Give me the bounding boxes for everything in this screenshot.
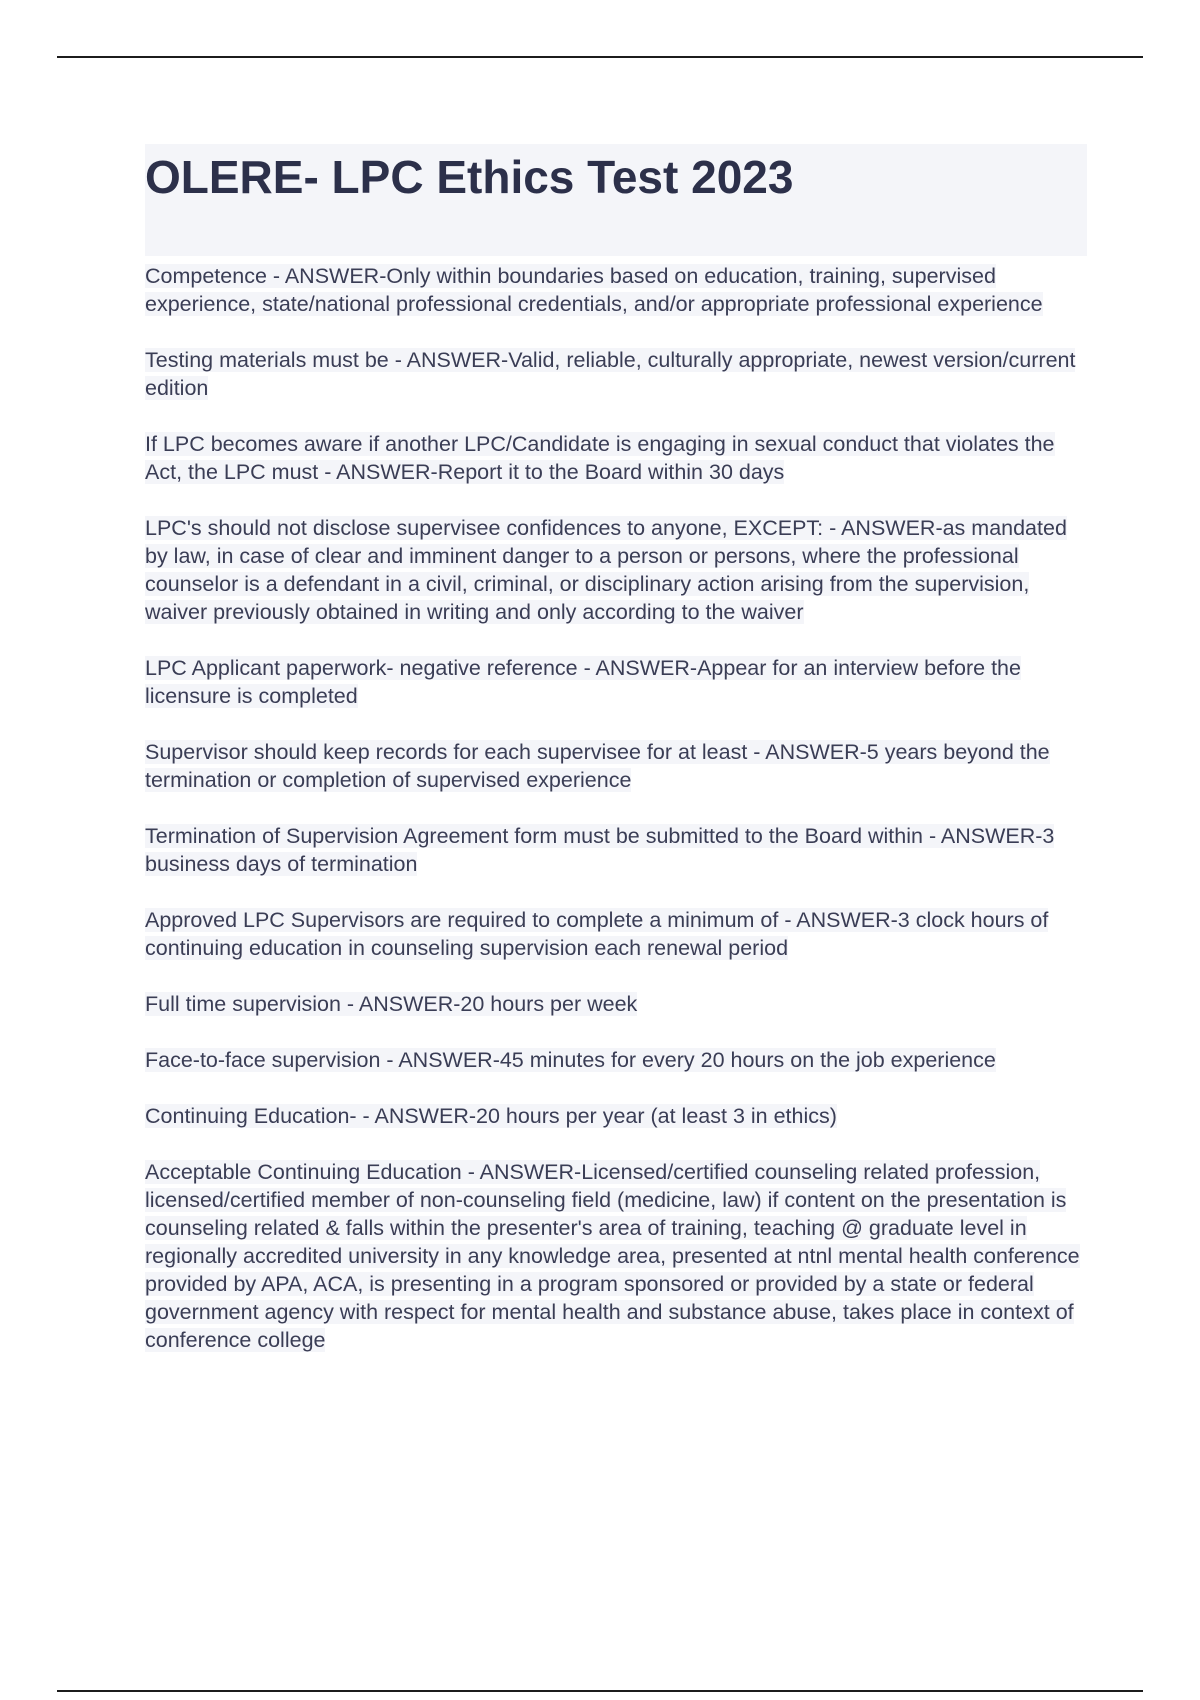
qa-entry bbox=[145, 906, 1087, 962]
qa-entry-text: Acceptable Continuing Education - ANSWER-Licensed/certified counseling related profession, licensed/certified member of non-counseling field (medicine, law) if content on the presentation is counseling related & falls within the presenter's area of training, teaching @ graduate level in regionally accredited university in any knowledge area, presented at ntnl mental health conference provided by APA, ACA, is presenting in a program sponsored or provided by a state or federal government agency with respect for mental health and substance abuse, takes place in context of conference college bbox=[145, 1160, 1080, 1352]
bottom-rule bbox=[57, 1690, 1143, 1692]
title-band bbox=[145, 144, 1087, 256]
qa-entry-text: Supervisor should keep records for each supervisee for at least - ANSWER-5 years beyond the termination or completion of supervised experience bbox=[145, 740, 1050, 792]
qa-entry-text: Continuing Education- - ANSWER-20 hours per year (at least 3 in ethics) bbox=[145, 1104, 837, 1128]
qa-entry bbox=[145, 822, 1087, 878]
qa-entry bbox=[145, 1046, 1087, 1074]
qa-entry bbox=[145, 346, 1087, 402]
document-title: OLERE- LPC Ethics Test 2023 bbox=[145, 151, 794, 203]
qa-entry bbox=[145, 262, 1087, 318]
qa-entry bbox=[145, 1102, 1087, 1130]
qa-entry-text: LPC Applicant paperwork- negative reference - ANSWER-Appear for an interview before the licensure is completed bbox=[145, 656, 1021, 708]
qa-entry bbox=[145, 430, 1087, 486]
qa-entry-text: LPC's should not disclose supervisee confidences to anyone, EXCEPT: - ANSWER-as mandated by law, in case of clear and imminent danger to a person or persons, where the professional counselor is a defendant in a civil, criminal, or disciplinary action arising from the supervision, waiver previously obtained in writing and only according to the waiver bbox=[145, 516, 1067, 624]
qa-entry bbox=[145, 738, 1087, 794]
document-content bbox=[145, 144, 1087, 1382]
qa-entry-text: Testing materials must be - ANSWER-Valid, reliable, culturally appropriate, newest version/current edition bbox=[145, 348, 1076, 400]
qa-entry bbox=[145, 990, 1087, 1018]
qa-entry-text: Face-to-face supervision - ANSWER-45 minutes for every 20 hours on the job experience bbox=[145, 1048, 996, 1072]
qa-entry-text: Full time supervision - ANSWER-20 hours per week bbox=[145, 992, 638, 1016]
top-rule bbox=[57, 56, 1143, 58]
qa-entry-text: Termination of Supervision Agreement form must be submitted to the Board within - ANSWER-3 business days of termination bbox=[145, 824, 1055, 876]
qa-entry bbox=[145, 514, 1087, 626]
qa-entry-text: If LPC becomes aware if another LPC/Candidate is engaging in sexual conduct that violates the Act, the LPC must - ANSWER-Report it to the Board within 30 days bbox=[145, 432, 1055, 484]
qa-list bbox=[145, 262, 1087, 1354]
qa-entry bbox=[145, 1158, 1087, 1354]
qa-entry-text: Approved LPC Supervisors are required to complete a minimum of - ANSWER-3 clock hours of continuing education in counseling supervision each renewal period bbox=[145, 908, 1049, 960]
qa-entry bbox=[145, 654, 1087, 710]
qa-entry-text: Competence - ANSWER-Only within boundaries based on education, training, supervised experience, state/national professional credentials, and/or appropriate professional experience bbox=[145, 264, 1043, 316]
